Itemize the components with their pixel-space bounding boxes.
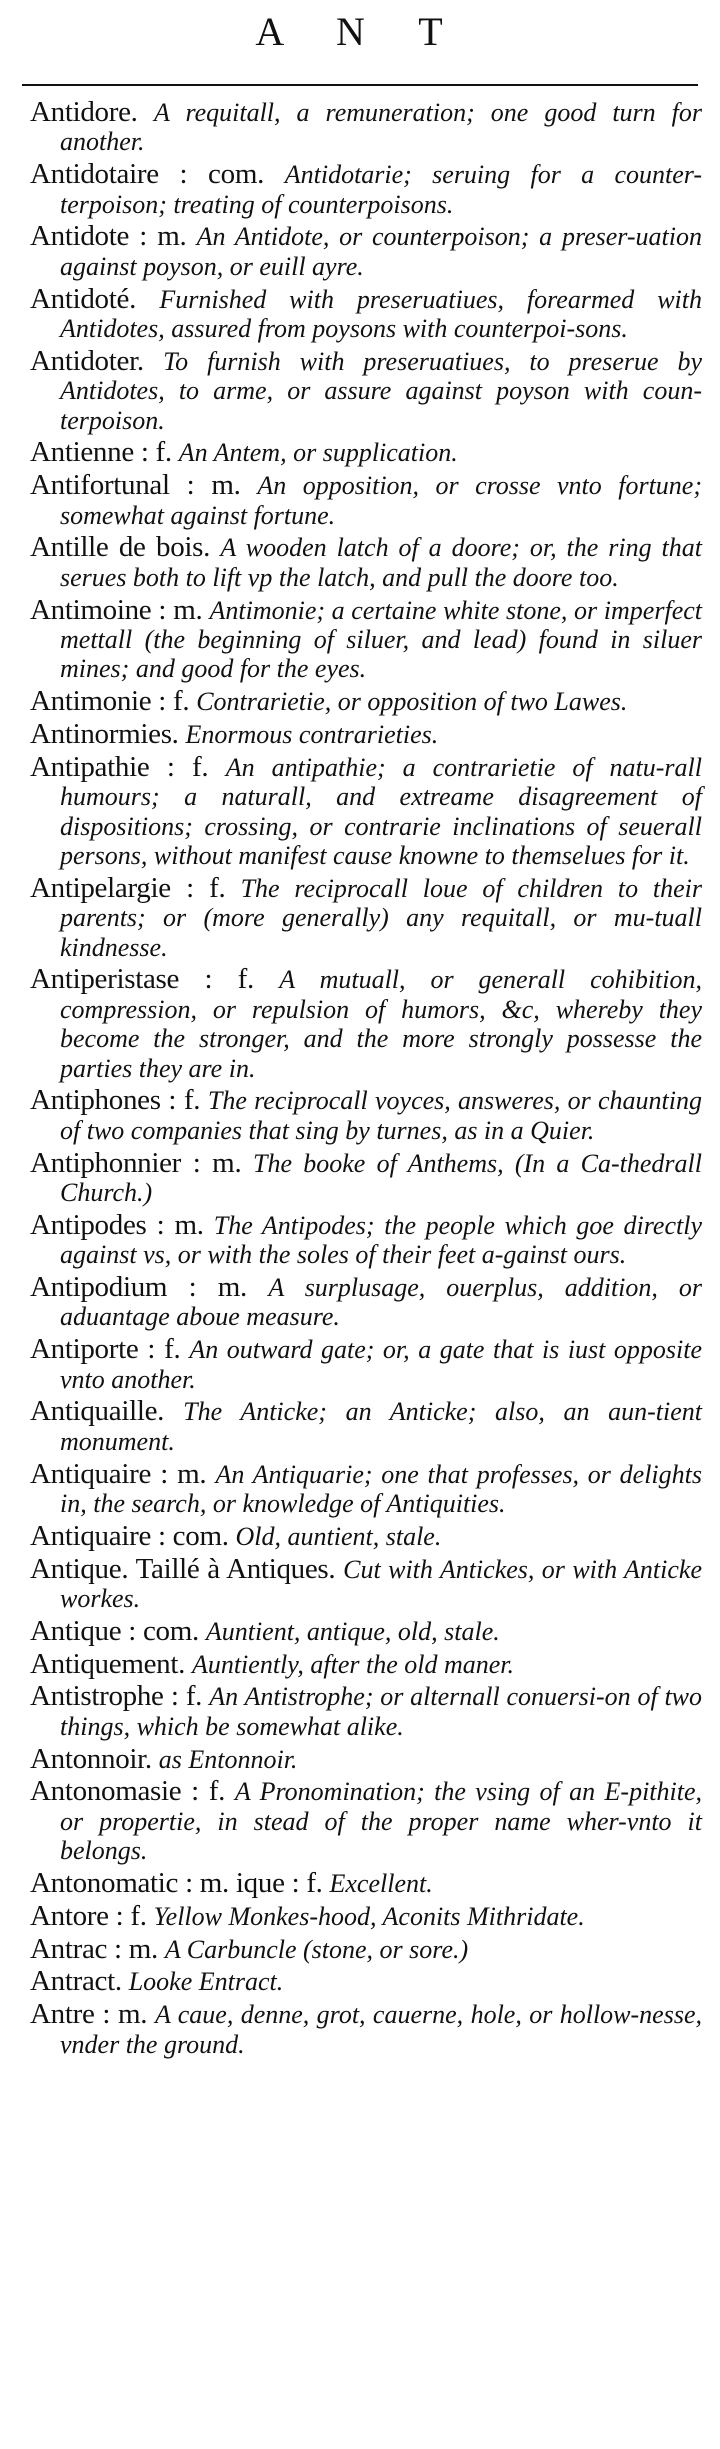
entry-headword: Antique. Taillé à Antiques.	[30, 1552, 336, 1585]
entry-headword: Antidoter.	[30, 344, 144, 377]
entry-headword: Antiquaire : m.	[30, 1457, 207, 1490]
entry-definition: The reciprocall loue of children to their parents; or (more generally) any requitall, or mu-tuall kindnesse.	[60, 873, 702, 962]
entry-definition: An opposition, or crosse vnto fortune; somewhat against fortune.	[60, 471, 703, 530]
dictionary-entry	[30, 1273, 702, 1332]
dictionary-entry	[30, 965, 702, 1083]
dictionary-entry	[30, 471, 702, 530]
dictionary-entry	[30, 1146, 702, 1208]
entry-definition: An antipathie; a contrarietie of natu-rall humours; a naturall, and extreame disagreement of dispositions; crossing, or contrarie inclinations of seuerall persons, without manifest cause knowne to themselues for it.	[60, 752, 702, 871]
entry-definition: Antidotarie; seruing for a counter-terpoison; treating of counterpoisons.	[60, 160, 703, 219]
dictionary-entry	[30, 1932, 702, 1965]
entry-definition: A caue, denne, grot, cauerne, hole, or hollow-nesse, vnder the ground.	[60, 2000, 702, 2059]
dictionary-entry	[30, 1208, 702, 1270]
entry-definition: An Antidote, or counterpoison; a preser-uation against poyson, or euill ayre.	[60, 222, 702, 281]
entry-headword: Antrac : m.	[30, 1932, 158, 1965]
dictionary-entry	[30, 2000, 702, 2059]
dictionary-entry	[30, 1397, 702, 1456]
dictionary-entry	[30, 533, 702, 592]
entry-headword: Antract.	[30, 1965, 122, 1998]
entry-definition: An Antem, or supplication.	[178, 438, 458, 468]
entry-definition: The Antipodes; the people which goe directly against vs, or with the soles of their feet a-gainst ours.	[60, 1210, 702, 1270]
entry-definition: An outward gate; or, a gate that is iust opposite vnto another.	[60, 1335, 703, 1394]
dictionary-entry	[30, 1552, 702, 1614]
dictionary-entry	[30, 1742, 702, 1775]
entry-headword: Antiporte : f.	[30, 1333, 181, 1366]
entry-definition: Contrarietie, or opposition of two Lawes.	[196, 687, 628, 717]
entry-headword: Antille de bois.	[30, 531, 211, 564]
header-rule	[22, 84, 698, 86]
entry-headword: Antipodes : m.	[30, 1208, 204, 1241]
dictionary-entry	[30, 1614, 702, 1647]
entry-headword: Antidotaire : com.	[30, 158, 265, 191]
dictionary-entry	[30, 282, 702, 344]
entry-headword: Antidote : m.	[30, 220, 187, 253]
entry-headword: Antimonie : f.	[30, 685, 190, 718]
dictionary-entry	[30, 160, 702, 219]
entry-definition: An Antiquarie; one that professes, or delights in, the search, or knowledge of Antiquities.	[60, 1459, 702, 1519]
dictionary-entry	[30, 1457, 702, 1519]
dictionary-entry	[30, 871, 702, 962]
entry-headword: Antiquaire : com.	[30, 1519, 229, 1552]
entry-definition: A requitall, a remuneration; one good turn for another.	[60, 98, 703, 157]
entry-definition: Furnished with preseruatiues, forearmed with Antidotes, assured from poysons with counterpoi-sons.	[60, 284, 702, 344]
entry-list	[0, 98, 720, 2059]
entry-definition: as Entonnoir.	[158, 1744, 298, 1774]
entry-definition: A Carbuncle (stone, or sore.)	[164, 1934, 469, 1964]
entry-headword: Antipodium : m.	[30, 1271, 247, 1304]
dictionary-entry	[30, 1335, 702, 1394]
entry-definition: Auntiently, after the old maner.	[191, 1649, 515, 1679]
entry-headword: Antique : com.	[30, 1614, 199, 1647]
entry-headword: Antimoine : m.	[30, 593, 203, 626]
entry-headword: Antonnoir.	[30, 1742, 152, 1775]
entry-definition: Looke Entract.	[128, 1967, 284, 1997]
dictionary-entry	[30, 98, 702, 157]
entry-headword: Antiphonnier : m.	[30, 1146, 242, 1179]
entry-headword: Antifortunal : m.	[30, 469, 241, 502]
entry-headword: Antonomasie : f.	[30, 1775, 226, 1808]
entry-definition: A mutuall, or generall cohibition, compression, or repulsion of humors, &c, whereby they become the stronger, and the more strongly possesse the parties they are in.	[60, 965, 703, 1083]
entry-headword: Antonomatic : m. ique : f.	[30, 1867, 323, 1900]
dictionary-entry	[30, 1682, 702, 1741]
entry-definition: To furnish with preseruatiues, to preserue by Antidotes, to arme, or assure against poyson with coun-terpoison.	[60, 346, 702, 435]
entry-definition: Auntient, antique, old, stale.	[205, 1616, 500, 1646]
entry-definition: Old, auntient, stale.	[235, 1521, 442, 1551]
entry-definition: A wooden latch of a doore; or, the ring that serues both to lift vp the latch, and pull the doore too.	[60, 533, 702, 592]
entry-definition: An Antistrophe; or alternall conuersi-on of two things, which be somewhat alike.	[60, 1682, 703, 1741]
entry-definition: The reciprocall voyces, answeres, or chaunting of two companies that sing by turnes, as in a Quier.	[60, 1086, 703, 1145]
entry-headword: Antinormies.	[30, 718, 179, 751]
entry-headword: Antipelargie : f.	[30, 871, 226, 904]
dictionary-entry	[30, 593, 702, 684]
entry-definition: Antimonie; a certaine white stone, or imperfect mettall (the beginning of siluer, and lead) found in siluer mines; and good for the eyes.	[60, 595, 702, 684]
dictionary-entry	[30, 720, 702, 749]
entry-definition: A surplusage, ouerplus, addition, or aduantage aboue measure.	[60, 1273, 702, 1332]
dictionary-entry	[30, 1086, 702, 1145]
entry-headword: Antipathie : f.	[30, 750, 209, 783]
dictionary-entry	[30, 750, 702, 871]
dictionary-entry	[30, 438, 702, 467]
entry-definition: Excellent.	[329, 1869, 433, 1899]
entry-headword: Antistrophe : f.	[30, 1680, 203, 1713]
entry-headword: Antienne : f.	[30, 436, 172, 469]
dictionary-entry	[30, 1967, 702, 1996]
dictionary-entry	[30, 222, 702, 281]
dictionary-entry	[30, 1777, 702, 1865]
entry-headword: Antiphones : f.	[30, 1084, 201, 1117]
entry-headword: Antiperistase : f.	[30, 963, 254, 996]
dictionary-entry	[30, 344, 702, 435]
dictionary-entry	[30, 1869, 702, 1898]
dictionary-entry	[30, 1519, 702, 1552]
entry-definition: Yellow Monkes-hood, Aconits Mithridate.	[153, 1901, 585, 1931]
entry-headword: Antiquaille.	[30, 1395, 165, 1428]
entry-headword: Antidoté.	[30, 282, 137, 315]
dictionary-entry	[30, 1647, 702, 1680]
entry-definition: The booke of Anthems, (In a Ca-thedrall Church.)	[60, 1148, 702, 1208]
page-header: A N T	[255, 9, 465, 54]
entry-headword: Antore : f.	[30, 1899, 147, 1932]
dictionary-entry	[30, 687, 702, 716]
entry-definition: A Pronomination; the vsing of an E-pithite, or propertie, in stead of the proper name wher-vnto it belongs.	[60, 1777, 703, 1866]
entry-headword: Antiquement.	[30, 1647, 186, 1680]
entry-headword: Antre : m.	[30, 1998, 148, 2031]
entry-definition: Enormous contrarieties.	[185, 720, 439, 750]
entry-definition: The Anticke; an Anticke; also, an aun-tient monument.	[60, 1397, 702, 1456]
dictionary-entry	[30, 1899, 702, 1932]
entry-definition: Cut with Antickes, or with Anticke workes.	[60, 1554, 702, 1614]
entry-headword: Antidore.	[30, 96, 138, 128]
